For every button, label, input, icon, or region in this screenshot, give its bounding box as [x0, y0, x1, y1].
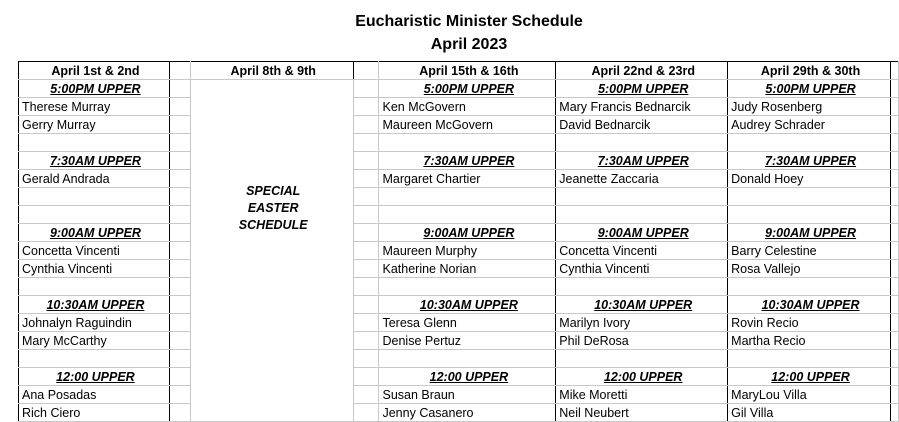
- empty-cell: [353, 188, 379, 206]
- empty-cell: [556, 278, 728, 296]
- minister-name: Maureen McGovern: [379, 116, 556, 134]
- mass-time-header: 5:00PM UPPER: [379, 80, 556, 98]
- mass-time-header: 10:30AM UPPER: [728, 296, 891, 314]
- mass-time-header: 9:00AM UPPER: [19, 224, 170, 242]
- mass-time-header: 5:00PM UPPER: [556, 80, 728, 98]
- empty-cell: [169, 386, 190, 404]
- empty-cell: [379, 134, 556, 152]
- empty-cell: [353, 152, 379, 170]
- mass-time-header: 12:00 UPPER: [556, 368, 728, 386]
- table-row: [19, 278, 899, 296]
- empty-cell: [556, 350, 728, 368]
- empty-cell: [556, 206, 728, 224]
- table-row: [19, 404, 899, 422]
- table-row: [19, 260, 899, 278]
- minister-name: Marilyn Ivory: [556, 314, 728, 332]
- table-row: [19, 296, 899, 314]
- empty-cell: [353, 116, 379, 134]
- table-row: [19, 98, 899, 116]
- table-row: [19, 62, 899, 80]
- minister-name: Cynthia Vincenti: [556, 260, 728, 278]
- minister-name: Rich Ciero: [19, 404, 170, 422]
- mass-time-header: 7:30AM UPPER: [728, 152, 891, 170]
- empty-cell: [890, 62, 898, 80]
- table-row: [19, 80, 899, 98]
- minister-name: Donald Hoey: [728, 170, 891, 188]
- minister-name: MaryLou Villa: [728, 386, 891, 404]
- empty-cell: [169, 224, 190, 242]
- mass-time-header: 12:00 UPPER: [379, 368, 556, 386]
- schedule-title: Eucharistic Minister Schedule: [355, 13, 583, 30]
- table-row: [19, 350, 899, 368]
- minister-name: [19, 188, 170, 206]
- empty-cell: [353, 260, 379, 278]
- minister-name: Johnalyn Raguindin: [19, 314, 170, 332]
- minister-name: Ken McGovern: [379, 98, 556, 116]
- empty-cell: [379, 206, 556, 224]
- mass-time-header: 9:00AM UPPER: [556, 224, 728, 242]
- minister-name: Martha Recio: [728, 332, 891, 350]
- empty-cell: [169, 116, 190, 134]
- empty-cell: [353, 314, 379, 332]
- minister-name: Concetta Vincenti: [19, 242, 170, 260]
- empty-cell: [169, 350, 190, 368]
- empty-cell: [890, 80, 898, 98]
- empty-cell: [890, 170, 898, 188]
- mass-time-header: 9:00AM UPPER: [379, 224, 556, 242]
- minister-name: Rosa Vallejo: [728, 260, 891, 278]
- mass-time-header: 5:00PM UPPER: [728, 80, 891, 98]
- mass-time-header: 12:00 UPPER: [728, 368, 891, 386]
- empty-cell: [19, 350, 170, 368]
- minister-name: Neil Neubert: [556, 404, 728, 422]
- date-header: April 15th & 16th: [379, 62, 556, 80]
- empty-cell: [890, 98, 898, 116]
- empty-cell: [379, 350, 556, 368]
- empty-cell: [353, 170, 379, 188]
- minister-name: Maureen Murphy: [379, 242, 556, 260]
- empty-cell: [169, 278, 190, 296]
- table-row: [19, 332, 899, 350]
- empty-cell: [169, 152, 190, 170]
- minister-name: [728, 188, 891, 206]
- empty-cell: [353, 242, 379, 260]
- empty-cell: [353, 296, 379, 314]
- mass-time-header: 7:30AM UPPER: [379, 152, 556, 170]
- minister-name: Gerald Andrada: [19, 170, 170, 188]
- minister-name: Margaret Chartier: [379, 170, 556, 188]
- minister-name: Susan Braun: [379, 386, 556, 404]
- empty-cell: [890, 188, 898, 206]
- date-header: April 8th & 9th: [190, 62, 353, 80]
- empty-cell: [169, 188, 190, 206]
- mass-time-header: 10:30AM UPPER: [19, 296, 170, 314]
- minister-name: Gerry Murray: [19, 116, 170, 134]
- empty-cell: [890, 314, 898, 332]
- table-row: [19, 386, 899, 404]
- minister-name: Rovin Recio: [728, 314, 891, 332]
- empty-cell: [890, 278, 898, 296]
- table-row: [19, 170, 899, 188]
- minister-name: Denise Pertuz: [379, 332, 556, 350]
- empty-cell: [728, 134, 891, 152]
- minister-name: Phil DeRosa: [556, 332, 728, 350]
- minister-name: [379, 188, 556, 206]
- empty-cell: [353, 332, 379, 350]
- minister-name: Concetta Vincenti: [556, 242, 728, 260]
- table-row: [19, 224, 899, 242]
- empty-cell: [890, 368, 898, 386]
- table-row: [19, 116, 899, 134]
- table-row: [19, 152, 899, 170]
- empty-cell: [728, 350, 891, 368]
- empty-cell: [169, 368, 190, 386]
- empty-cell: [169, 260, 190, 278]
- empty-cell: [353, 134, 379, 152]
- mass-time-header: 12:00 UPPER: [19, 368, 170, 386]
- empty-cell: [728, 206, 891, 224]
- empty-cell: [890, 296, 898, 314]
- minister-name: Mary McCarthy: [19, 332, 170, 350]
- empty-cell: [169, 98, 190, 116]
- empty-cell: [19, 278, 170, 296]
- empty-cell: [353, 80, 379, 98]
- minister-name: Jeanette Zaccaria: [556, 170, 728, 188]
- empty-cell: [728, 278, 891, 296]
- empty-cell: [890, 242, 898, 260]
- mass-time-header: 7:30AM UPPER: [556, 152, 728, 170]
- minister-name: Cynthia Vincenti: [19, 260, 170, 278]
- empty-cell: [890, 224, 898, 242]
- special-note-line: SCHEDULE: [238, 218, 308, 232]
- empty-cell: [169, 206, 190, 224]
- empty-cell: [169, 170, 190, 188]
- minister-name: Mike Moretti: [556, 386, 728, 404]
- empty-cell: [890, 260, 898, 278]
- minister-name: David Bednarcik: [556, 116, 728, 134]
- mass-time-header: 10:30AM UPPER: [556, 296, 728, 314]
- mass-time-header: 5:00PM UPPER: [19, 80, 170, 98]
- date-header: April 29th & 30th: [728, 62, 891, 80]
- minister-name: Judy Rosenberg: [728, 98, 891, 116]
- empty-cell: [169, 80, 190, 98]
- mass-time-header: 10:30AM UPPER: [379, 296, 556, 314]
- empty-cell: [353, 404, 379, 422]
- minister-name: Therese Murray: [19, 98, 170, 116]
- minister-name: Mary Francis Bednarcik: [556, 98, 728, 116]
- empty-cell: [890, 350, 898, 368]
- table-row: [19, 242, 899, 260]
- minister-name: Katherine Norian: [379, 260, 556, 278]
- date-header: April 22nd & 23rd: [556, 62, 728, 80]
- empty-cell: [890, 404, 898, 422]
- empty-cell: [890, 152, 898, 170]
- empty-cell: [353, 224, 379, 242]
- empty-cell: [890, 332, 898, 350]
- minister-name: Jenny Casanero: [379, 404, 556, 422]
- empty-cell: [890, 134, 898, 152]
- mass-time-header: 9:00AM UPPER: [728, 224, 891, 242]
- empty-cell: [890, 386, 898, 404]
- empty-cell: [379, 278, 556, 296]
- empty-cell: [169, 314, 190, 332]
- empty-cell: [353, 62, 379, 80]
- empty-cell: [353, 368, 379, 386]
- empty-cell: [353, 206, 379, 224]
- minister-name: [556, 188, 728, 206]
- empty-cell: [19, 206, 170, 224]
- empty-cell: [556, 134, 728, 152]
- special-easter-block: [190, 80, 353, 422]
- minister-name: Ana Posadas: [19, 386, 170, 404]
- empty-cell: [890, 206, 898, 224]
- minister-name: Barry Celestine: [728, 242, 891, 260]
- minister-name: Teresa Glenn: [379, 314, 556, 332]
- empty-cell: [169, 62, 190, 80]
- schedule-grid: [18, 61, 899, 422]
- table-row: [19, 314, 899, 332]
- special-note-line: SPECIAL: [246, 184, 301, 198]
- empty-cell: [169, 404, 190, 422]
- minister-name: Audrey Schrader: [728, 116, 891, 134]
- empty-cell: [353, 278, 379, 296]
- table-row: [19, 368, 899, 386]
- minister-name: Gil Villa: [728, 404, 891, 422]
- empty-cell: [353, 98, 379, 116]
- special-note-line: EASTER: [247, 201, 299, 215]
- schedule-subtitle: April 2023: [430, 36, 508, 53]
- empty-cell: [169, 332, 190, 350]
- table-row: [19, 206, 899, 224]
- date-header: April 1st & 2nd: [19, 62, 170, 80]
- table-row: [19, 134, 899, 152]
- table-row: [19, 188, 899, 206]
- empty-cell: [353, 386, 379, 404]
- mass-time-header: 7:30AM UPPER: [19, 152, 170, 170]
- empty-cell: [169, 134, 190, 152]
- empty-cell: [353, 350, 379, 368]
- empty-cell: [169, 296, 190, 314]
- empty-cell: [19, 134, 170, 152]
- empty-cell: [890, 116, 898, 134]
- empty-cell: [169, 242, 190, 260]
